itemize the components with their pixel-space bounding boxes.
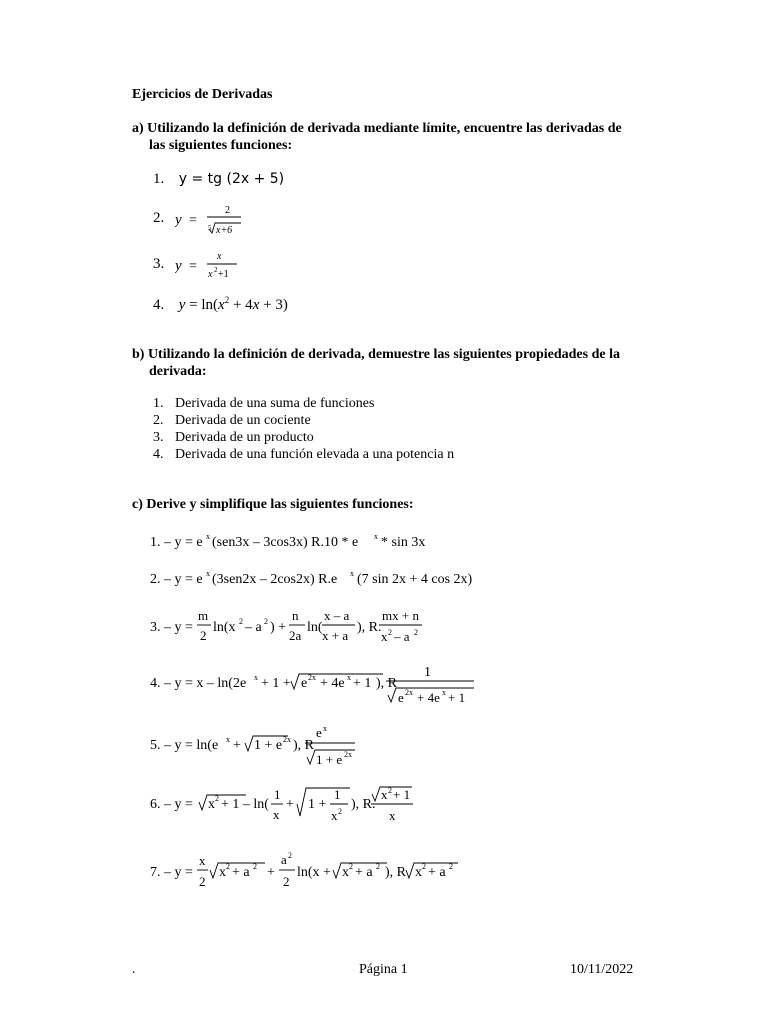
svg-text:2.: 2.	[150, 572, 161, 587]
svg-text:ln(x +: ln(x +	[297, 865, 331, 880]
svg-text:+ 1: + 1	[393, 787, 411, 802]
svg-text:2a: 2a	[289, 628, 302, 643]
svg-text:6.: 6.	[150, 797, 161, 812]
svg-text:– a: – a	[394, 629, 410, 644]
svg-text:), R: ), R	[293, 738, 314, 753]
svg-text:x: x	[350, 569, 354, 578]
section-c-heading: c) Derive y simplifique las siguientes funciones:	[132, 497, 414, 512]
svg-text:2: 2	[264, 617, 268, 626]
section-b-heading-line2: derivada:	[149, 364, 207, 379]
svg-text:e: e	[316, 725, 322, 740]
svg-text:x: x	[381, 629, 388, 644]
svg-text:2x: 2x	[405, 688, 413, 697]
svg-text:x – a: x – a	[324, 608, 350, 623]
list-item-c6	[150, 780, 470, 832]
svg-text:2: 2	[214, 266, 218, 274]
math-expression	[175, 247, 295, 287]
item-text: Derivada de una función elevada a una potencia n	[175, 447, 455, 462]
svg-text:2: 2	[253, 862, 257, 871]
svg-text:), R.: ), R.	[351, 797, 376, 812]
svg-text:+: +	[233, 738, 241, 753]
svg-text:x: x	[226, 735, 230, 744]
svg-text:x: x	[331, 808, 338, 823]
svg-text:x: x	[381, 787, 388, 802]
svg-text:2: 2	[338, 807, 342, 816]
svg-text:a: a	[281, 852, 287, 867]
svg-text:x: x	[206, 569, 210, 578]
svg-text:1 +: 1 +	[308, 797, 327, 812]
svg-text:– y =: – y =	[164, 865, 193, 880]
list-item-b2	[153, 413, 311, 429]
svg-text:+: +	[286, 797, 294, 812]
list-item-c4	[150, 662, 610, 708]
list-item-a2	[153, 200, 353, 240]
svg-text:m: m	[198, 608, 209, 623]
item-text: Derivada de un cociente	[175, 413, 311, 428]
svg-text:x: x	[389, 808, 396, 823]
item-number: 2.	[153, 210, 165, 226]
svg-text:3.: 3.	[150, 620, 161, 635]
item-number: 3.	[153, 256, 165, 272]
svg-text:7.: 7.	[150, 865, 161, 880]
svg-text:4.: 4.	[150, 676, 161, 691]
svg-text:2: 2	[239, 617, 243, 626]
list-item-c3	[150, 605, 590, 649]
svg-text:1 + e: 1 + e	[316, 752, 343, 767]
item-number: 3.	[153, 430, 164, 445]
svg-text:ln(x: ln(x	[213, 620, 236, 635]
svg-text:+ 1: + 1	[353, 676, 372, 691]
svg-text:– y =: – y =	[164, 620, 193, 635]
list-item-a3	[153, 247, 353, 287]
svg-text:mx + n: mx + n	[382, 608, 419, 623]
list-item-a1	[153, 171, 284, 188]
svg-text:x: x	[219, 865, 226, 880]
svg-text:x+6: x+6	[216, 225, 233, 236]
section-b-heading-line1: b) Utilizando la definición de derivada, demuestre las siguientes propiedades de la	[132, 347, 620, 362]
svg-text:– a: – a	[245, 620, 262, 635]
item-number: 4.	[153, 447, 164, 462]
svg-text:2: 2	[288, 851, 292, 860]
svg-text:), R: ), R	[385, 865, 406, 880]
svg-text:2: 2	[449, 862, 453, 871]
svg-text:2: 2	[225, 205, 230, 216]
list-item-c2	[150, 566, 570, 592]
svg-text:+ 1 +: + 1 +	[261, 676, 291, 691]
svg-text:x: x	[217, 251, 222, 262]
svg-text:x: x	[415, 865, 422, 880]
math-expression: $y = \ln(x^2 + 4x + 3)$	[178, 295, 288, 313]
svg-text:+ 4e: + 4e	[320, 676, 345, 691]
section-a-heading-line1: a) Utilizando la definición de derivada mediante límite, encuentre las derivadas de	[132, 121, 622, 136]
svg-text:2: 2	[388, 628, 392, 637]
svg-text:=: =	[189, 213, 197, 228]
item-text: Derivada de un producto	[175, 430, 314, 445]
svg-text:2: 2	[422, 862, 426, 871]
svg-text:2: 2	[199, 874, 206, 889]
svg-text:y: y	[175, 212, 182, 228]
svg-text:2x: 2x	[308, 673, 316, 682]
list-item-b1	[153, 396, 374, 412]
svg-text:) +: ) +	[270, 620, 287, 635]
svg-text:e: e	[398, 690, 404, 705]
svg-text:+ a: + a	[355, 865, 373, 880]
footer-page-number: Página 1	[359, 962, 408, 977]
svg-text:+ 4e: + 4e	[417, 690, 440, 705]
item-number: 1.	[153, 396, 164, 411]
svg-text:1 + e: 1 + e	[254, 738, 283, 753]
svg-text:2: 2	[349, 862, 353, 871]
svg-text:+ 1: + 1	[448, 690, 466, 705]
svg-text:+ a: + a	[428, 865, 446, 880]
svg-text:x: x	[374, 532, 378, 541]
item-number: 2.	[153, 413, 164, 428]
svg-text:– y = e: – y = e	[164, 535, 203, 550]
svg-text:e: e	[301, 676, 308, 691]
document-title: Ejercicios de Derivadas	[132, 87, 273, 102]
footer-left-mark: .	[132, 962, 136, 977]
svg-text:2: 2	[388, 786, 392, 795]
item-text: Derivada de una suma de funciones	[175, 396, 375, 411]
svg-text:+: +	[267, 865, 275, 880]
list-item-c1	[150, 529, 570, 555]
svg-text:– y = x – ln(2e: – y = x – ln(2e	[164, 676, 247, 691]
svg-text:2x: 2x	[283, 735, 291, 744]
svg-text:(7 sin 2x + 4 cos 2x): (7 sin 2x + 4 cos 2x)	[357, 572, 473, 587]
svg-text:+ 1 – ln(: + 1 – ln(	[221, 797, 269, 812]
svg-text:x: x	[208, 797, 215, 812]
svg-text:2: 2	[226, 862, 230, 871]
svg-text:x: x	[254, 673, 258, 682]
footer-date: 10/11/2022	[570, 962, 634, 977]
math-expression	[175, 200, 295, 240]
svg-text:2: 2	[414, 628, 418, 637]
svg-text:x: x	[442, 688, 446, 697]
svg-text:x: x	[206, 532, 210, 541]
item-number: 1.	[153, 171, 165, 187]
item-number: 4.	[153, 297, 165, 313]
svg-text:=: =	[189, 259, 197, 274]
svg-text:1: 1	[424, 665, 431, 680]
svg-text:* sin 3x: * sin 3x	[381, 535, 426, 550]
svg-text:n: n	[292, 608, 299, 623]
svg-text:+1: +1	[218, 269, 229, 280]
list-item-c5	[150, 724, 450, 770]
svg-text:x: x	[208, 269, 213, 280]
list-item-a4	[153, 295, 288, 314]
math-expression: y = tg (2x + 5)	[178, 171, 285, 187]
svg-text:5: 5	[208, 224, 212, 232]
svg-text:), R.: ), R.	[357, 620, 382, 635]
svg-text:2: 2	[376, 862, 380, 871]
svg-text:1: 1	[334, 787, 341, 802]
svg-text:x: x	[323, 724, 327, 733]
svg-text:– y = ln(e: – y = ln(e	[164, 738, 219, 753]
svg-text:(3sen2x – 2cos2x) R.e: (3sen2x – 2cos2x) R.e	[212, 572, 338, 587]
svg-text:2: 2	[215, 794, 219, 803]
svg-text:x: x	[342, 865, 349, 880]
svg-text:ln(: ln(	[307, 620, 323, 635]
svg-text:), R: ), R	[376, 676, 397, 691]
svg-text:x: x	[347, 673, 351, 682]
svg-text:(sen3x – 3cos3x) R.10 * e: (sen3x – 3cos3x) R.10 * e	[212, 535, 359, 550]
svg-text:x: x	[199, 853, 206, 868]
svg-text:2x: 2x	[344, 750, 352, 759]
list-item-c7	[150, 849, 490, 895]
svg-text:+ a: + a	[232, 865, 250, 880]
svg-text:1.: 1.	[150, 535, 161, 550]
list-item-b3	[153, 430, 314, 446]
svg-text:5.: 5.	[150, 738, 161, 753]
svg-text:– y =: – y =	[164, 797, 193, 812]
svg-text:2: 2	[200, 628, 207, 643]
svg-text:y: y	[175, 258, 182, 274]
svg-text:2: 2	[283, 874, 290, 889]
svg-text:– y = e: – y = e	[164, 572, 203, 587]
svg-text:1: 1	[274, 787, 281, 802]
list-item-b4	[153, 447, 454, 463]
section-a-heading-line2: las siguientes funciones:	[149, 138, 293, 153]
svg-text:x + a: x + a	[322, 628, 349, 643]
svg-text:x: x	[273, 807, 280, 822]
